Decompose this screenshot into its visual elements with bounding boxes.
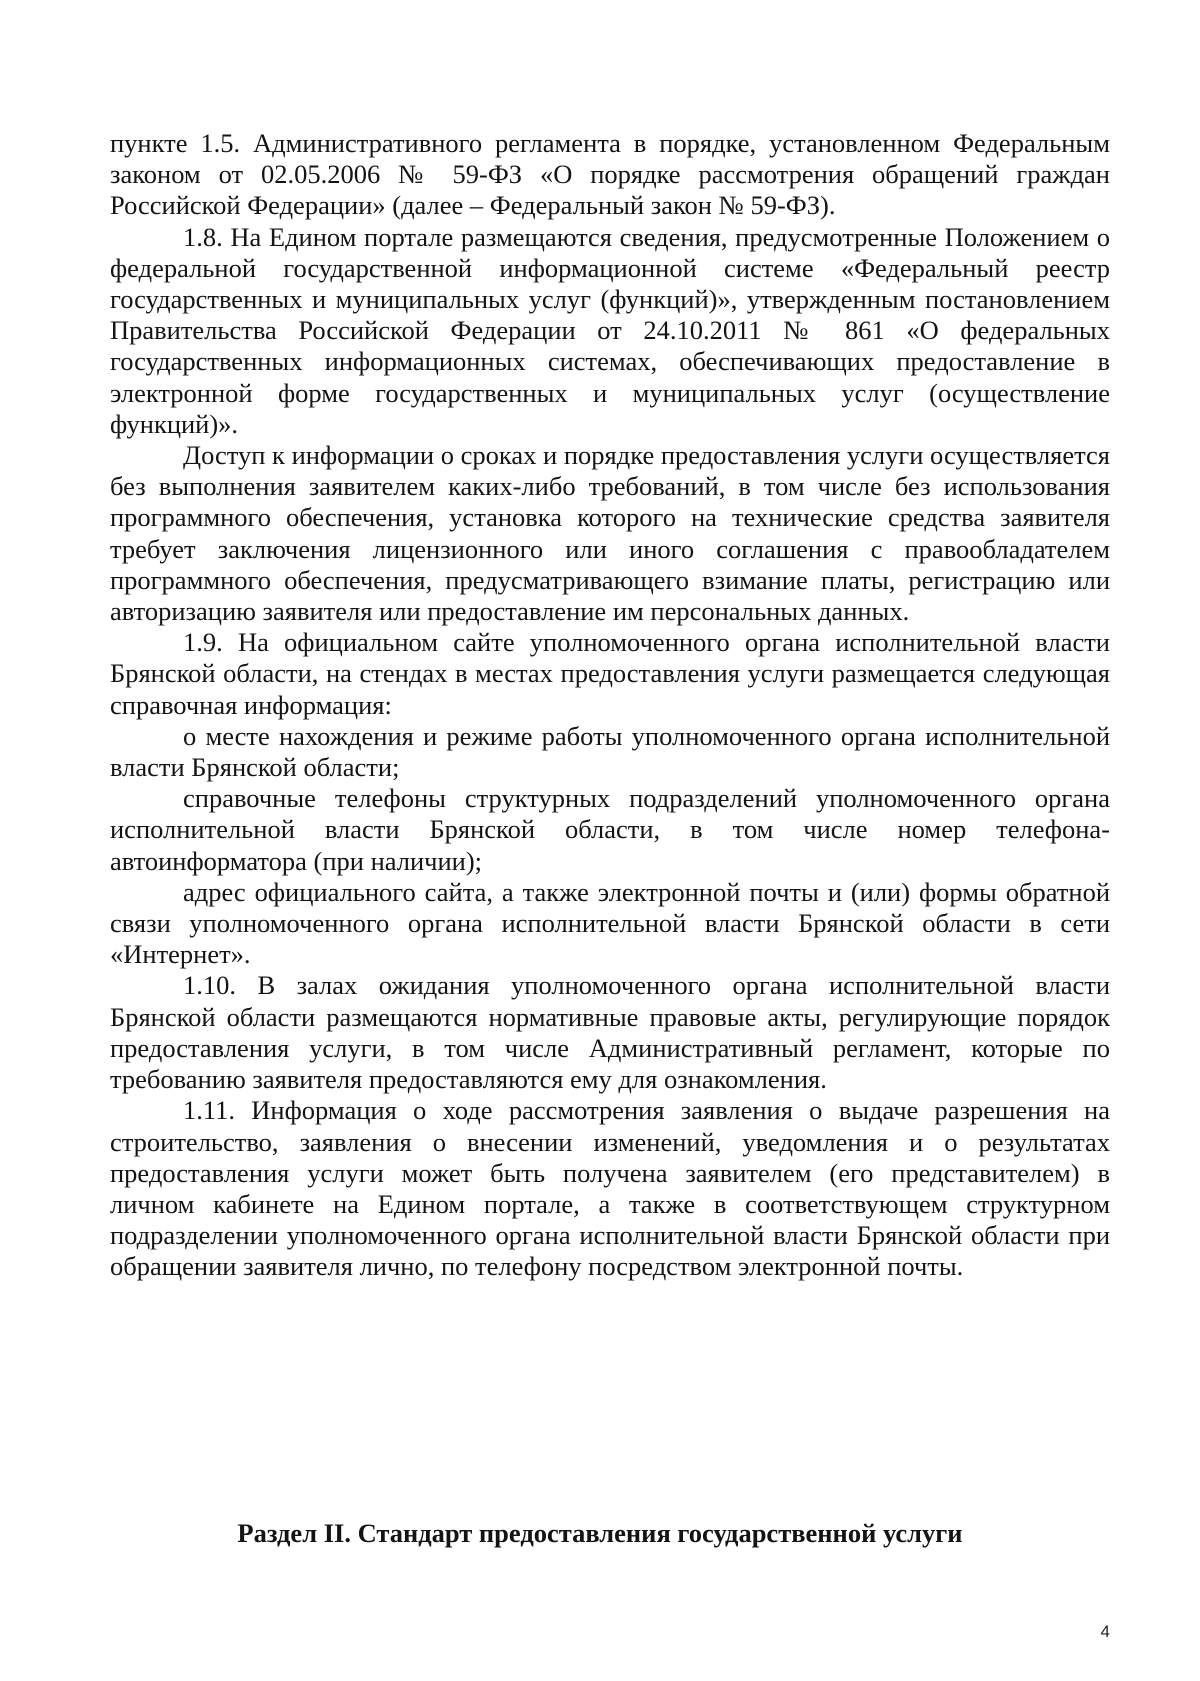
paragraph-1-10: 1.10. В залах ожидания уполномоченного органа исполнительной власти Брянской области размещаются нормативные правовые акты, регулирующие порядок предоставления услуги, в том числе Административный регламент, которые по требованию заявителя предоставляются ему для ознакомления.	[110, 970, 1110, 1095]
section-heading: Раздел II. Стандарт предоставления государственной услуги	[237, 1518, 963, 1548]
page-number: 4	[1100, 1622, 1110, 1641]
paragraph-continuation-1-7: пункте 1.5. Административного регламента в порядке, установленном Федеральным законом от 02.05.2006 № 59-ФЗ «О порядке рассмотрения обращений граждан Российской Федерации» (далее – Федеральный закон № 59-ФЗ).	[110, 128, 1110, 221]
document-body	[110, 128, 1110, 1283]
paragraph-phone-info: справочные телефоны структурных подразделений уполномоченного органа исполнительной власти Брянской области, в том числе номер телефона-автоинформатора (при наличии);	[110, 783, 1110, 876]
paragraph-access-info: Доступ к информации о сроках и порядке предоставления услуги осуществляется без выполнения заявителем каких-либо требований, в том числе без использования программного обеспечения, установка которого на технические средства заявителя требует заключения лицензионного или иного соглашения с правообладателем программного обеспечения, предусматривающего взимание платы, регистрацию или авторизацию заявителя или предоставление им персональных данных.	[110, 440, 1110, 627]
paragraph-website-info: адрес официального сайта, а также электронной почты и (или) формы обратной связи уполномоченного органа исполнительной власти Брянской области в сети «Интернет».	[110, 876, 1110, 970]
paragraph-location-info: о месте нахождения и режиме работы уполномоченного органа исполнительной власти Брянской области;	[110, 720, 1110, 783]
paragraph-1-11: 1.11. Информация о ходе рассмотрения заявления о выдаче разрешения на строительство, заявления о внесении изменений, уведомления и о результатах предоставления услуги может быть получена заявителем (его представителем) в личном кабинете на Едином портале, а также в соответствующем структурном подразделении уполномоченного органа исполнительной власти Брянской области при обращении заявителя лично, по телефону посредством электронной почты.	[110, 1095, 1110, 1282]
paragraph-1-9: 1.9. На официальном сайте уполномоченного органа исполнительной власти Брянской области, на стендах в местах предоставления услуги размещается следующая справочная информация:	[110, 627, 1110, 720]
paragraph-1-8: 1.8. На Едином портале размещаются сведения, предусмотренные Положением о федеральной государственной информационной системе «Федеральный реестр государственных и муниципальных услуг (функций)», утвержденным постановлением Правительства Российской Федерации от 24.10.2011 № 861 «О федеральных государственных информационных системах, обеспечивающих предоставление в электронной форме государственных и муниципальных услуг (осуществление функций)».	[110, 221, 1110, 439]
